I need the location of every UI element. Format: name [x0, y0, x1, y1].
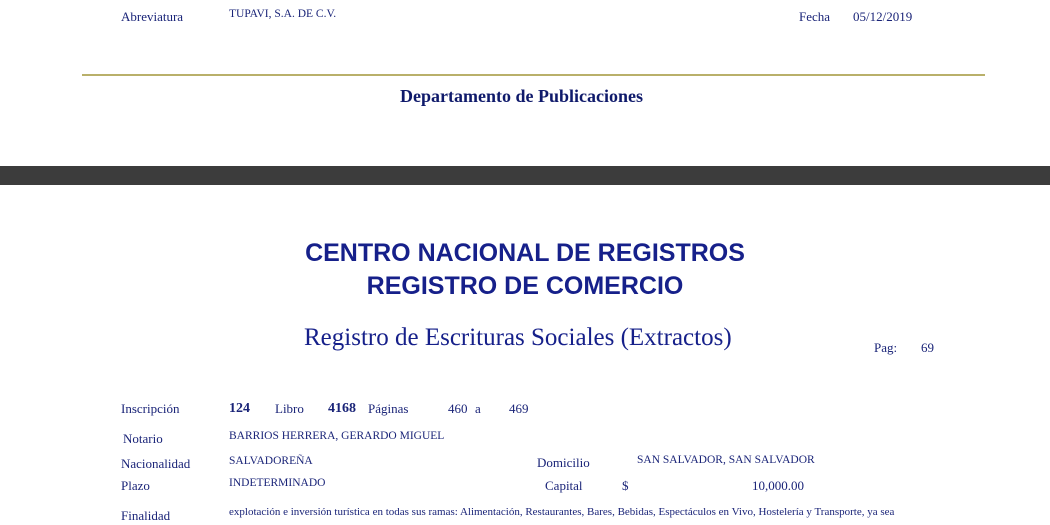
- notario-label: Notario: [123, 431, 163, 446]
- department-title: Departamento de Publicaciones: [400, 86, 643, 106]
- paginas-to: 469: [509, 401, 529, 416]
- capital-label: Capital: [545, 478, 583, 493]
- capital-currency: $: [622, 478, 629, 493]
- paginas-label: Páginas: [368, 401, 409, 416]
- pag-value: 69: [921, 340, 934, 355]
- divider-line: [82, 74, 985, 76]
- domicilio-label: Domicilio: [537, 455, 590, 470]
- domicilio-value: SAN SALVADOR, SAN SALVADOR: [637, 454, 815, 466]
- finalidad-value: explotación e inversión turística en todas sus ramas: Alimentación, Restaurantes, Bares, Bebidas, Espectáculos en Vivo, Hostelería y Transporte, ya sea: [229, 506, 895, 518]
- nacionalidad-value: SALVADOREÑA: [229, 455, 313, 467]
- notario-value: BARRIOS HERRERA, GERARDO MIGUEL: [229, 430, 445, 442]
- abreviatura-label: Abreviatura: [121, 9, 184, 24]
- inscripcion-label: Inscripción: [121, 401, 180, 416]
- pag-label: Pag:: [874, 340, 898, 355]
- current-page: [0, 185, 1050, 525]
- plazo-label: Plazo: [121, 478, 150, 493]
- page-subtitle: Registro de Escrituras Sociales (Extractos): [304, 324, 732, 351]
- page-separator: [0, 166, 1050, 185]
- paginas-from: 460: [448, 401, 468, 416]
- fecha-label: Fecha: [799, 9, 831, 24]
- finalidad-label: Finalidad: [121, 508, 171, 523]
- inscripcion-value: 124: [229, 401, 250, 416]
- title-line-1: CENTRO NACIONAL DE REGISTROS: [305, 239, 745, 267]
- libro-value: 4168: [328, 401, 356, 416]
- capital-value: 10,000.00: [752, 478, 804, 493]
- title-line-2: REGISTRO DE COMERCIO: [366, 272, 684, 300]
- nacionalidad-label: Nacionalidad: [121, 456, 191, 471]
- plazo-value: INDETERMINADO: [229, 477, 326, 489]
- abreviatura-value: TUPAVI, S.A. DE C.V.: [229, 8, 337, 20]
- previous-page: [0, 0, 1050, 166]
- paginas-a: a: [475, 401, 481, 416]
- fecha-value: 05/12/2019: [853, 9, 913, 24]
- libro-label: Libro: [275, 401, 304, 416]
